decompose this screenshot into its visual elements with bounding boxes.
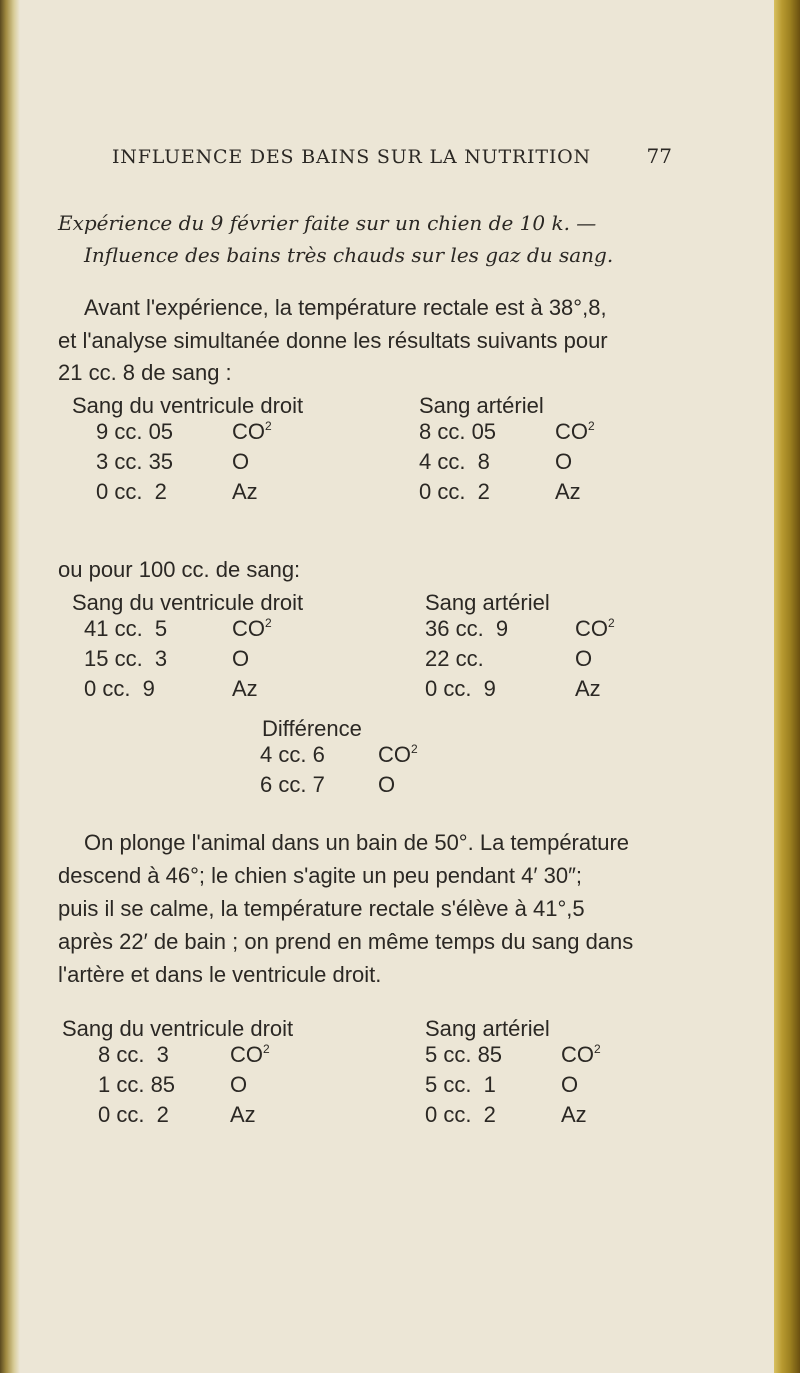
table-row <box>62 1042 362 1072</box>
table2-right-rows <box>425 1042 665 1132</box>
difference-block <box>260 716 460 802</box>
table-row <box>425 1042 665 1072</box>
table1-right-rows <box>419 419 649 509</box>
row-value: 0 cc. 2 <box>425 1102 496 1127</box>
table-row <box>72 419 362 449</box>
row-value: 8 cc. 3 <box>98 1042 169 1067</box>
row-gas: Az <box>561 1102 587 1127</box>
table-row <box>260 742 460 772</box>
row-value: 0 cc. 2 <box>96 479 167 504</box>
table-row <box>425 646 665 676</box>
table1-left-head: Sang du ventricule droit <box>72 393 304 418</box>
intro-line-3: 21 cc. 8 de sang : <box>58 360 232 385</box>
row-gas: O <box>575 646 593 671</box>
paragraph-line-1: On plonge l'animal dans un bain de 50°. La température <box>84 830 630 855</box>
table2-left-head: Sang du ventricule droit <box>62 1016 294 1041</box>
row-value: 15 cc. 3 <box>84 646 168 671</box>
table2-left-rows <box>62 1042 362 1132</box>
row-value: 36 cc. 9 <box>425 616 509 641</box>
row-value: 6 cc. 7 <box>260 772 325 797</box>
table-row <box>72 646 372 676</box>
row-gas: Az <box>555 479 581 504</box>
row-value: 3 cc. 35 <box>96 449 174 474</box>
left-binding-edge <box>0 0 20 1373</box>
experiment-line-2: Influence des bains très chauds sur les gaz du sang. <box>84 243 614 267</box>
table-row <box>72 676 372 706</box>
table-row <box>425 676 665 706</box>
row-value: 22 cc. <box>425 646 484 671</box>
per100-right-rows <box>425 616 665 706</box>
table-row <box>72 479 362 509</box>
row-value: 8 cc. 05 <box>419 419 497 444</box>
row-gas: $CO^2$ <box>555 419 595 444</box>
intro-line-1: Avant l'expérience, la température rectale est à 38°,8, <box>84 295 607 320</box>
row-gas: $CO^2$ <box>575 616 615 641</box>
row-value: 5 cc. 1 <box>425 1072 496 1097</box>
table2-right-head: Sang artériel <box>425 1016 550 1041</box>
row-gas: O <box>232 646 250 671</box>
row-gas: $CO^2$ <box>561 1042 601 1067</box>
row-gas: O <box>232 449 250 474</box>
row-gas: Az <box>232 676 258 701</box>
row-value: 5 cc. 85 <box>425 1042 503 1067</box>
table-row <box>425 1102 665 1132</box>
row-value: 4 cc. 8 <box>419 449 490 474</box>
row-value: 41 cc. 5 <box>84 616 168 641</box>
table1-left <box>72 393 362 509</box>
row-gas: $CO^2$ <box>232 419 272 444</box>
per100-left <box>72 590 372 706</box>
intro-line-2: et l'analyse simultanée donne les résultats suivants pour <box>58 328 608 353</box>
difference-head: Différence <box>262 716 362 741</box>
table-row <box>260 772 460 802</box>
row-value: 1 cc. 85 <box>98 1072 176 1097</box>
table1-left-rows <box>72 419 362 509</box>
running-header <box>112 146 672 178</box>
row-gas: $CO^2$ <box>232 616 272 641</box>
per100-label: ou pour 100 cc. de sang: <box>58 557 301 582</box>
table-row <box>419 479 649 509</box>
per100-left-rows <box>72 616 372 706</box>
table-row <box>425 1072 665 1102</box>
per100-left-head: Sang du ventricule droit <box>72 590 304 615</box>
table-row <box>419 449 649 479</box>
row-value: 0 cc. 9 <box>84 676 155 701</box>
row-gas: Az <box>230 1102 256 1127</box>
table-row <box>72 616 372 646</box>
table-row <box>419 419 649 449</box>
experiment-line-1: Expérience du 9 février faite sur un chien de 10 k. — <box>58 211 597 235</box>
row-gas: $CO^2$ <box>230 1042 270 1067</box>
table-row <box>62 1072 362 1102</box>
table2-right <box>425 1016 665 1132</box>
paragraph-line-3: puis il se calme, la température rectale s'élève à 41°,5 <box>58 896 585 921</box>
row-gas: Az <box>575 676 601 701</box>
row-value: 4 cc. 6 <box>260 742 325 767</box>
row-value: 9 cc. 05 <box>96 419 174 444</box>
row-gas: O <box>230 1072 248 1097</box>
header-title: INFLUENCE DES BAINS SUR LA NUTRITION <box>112 146 591 168</box>
per100-right <box>425 590 665 706</box>
book-page <box>20 0 774 1373</box>
paragraph-line-5: l'artère et dans le ventricule droit. <box>58 962 382 987</box>
page-number: 77 <box>646 144 672 168</box>
row-value: 0 cc. 9 <box>425 676 496 701</box>
row-gas: O <box>561 1072 579 1097</box>
table1-right-head: Sang artériel <box>419 393 544 418</box>
table-row <box>72 449 362 479</box>
table1-right <box>419 393 649 509</box>
row-value: 0 cc. 2 <box>98 1102 169 1127</box>
table-row <box>425 616 665 646</box>
table2-left <box>62 1016 362 1132</box>
difference-rows <box>260 742 460 802</box>
per100-right-head: Sang artériel <box>425 590 550 615</box>
row-gas: $CO^2$ <box>378 742 418 767</box>
row-gas: O <box>555 449 573 474</box>
row-gas: O <box>378 772 396 797</box>
table-row <box>62 1102 362 1132</box>
right-page-edge <box>774 0 800 1373</box>
row-gas: Az <box>232 479 258 504</box>
paragraph-line-4: après 22′ de bain ; on prend en même temps du sang dans <box>58 929 634 954</box>
row-value: 0 cc. 2 <box>419 479 490 504</box>
paragraph-line-2: descend à 46°; le chien s'agite un peu pendant 4′ 30″; <box>58 863 582 888</box>
